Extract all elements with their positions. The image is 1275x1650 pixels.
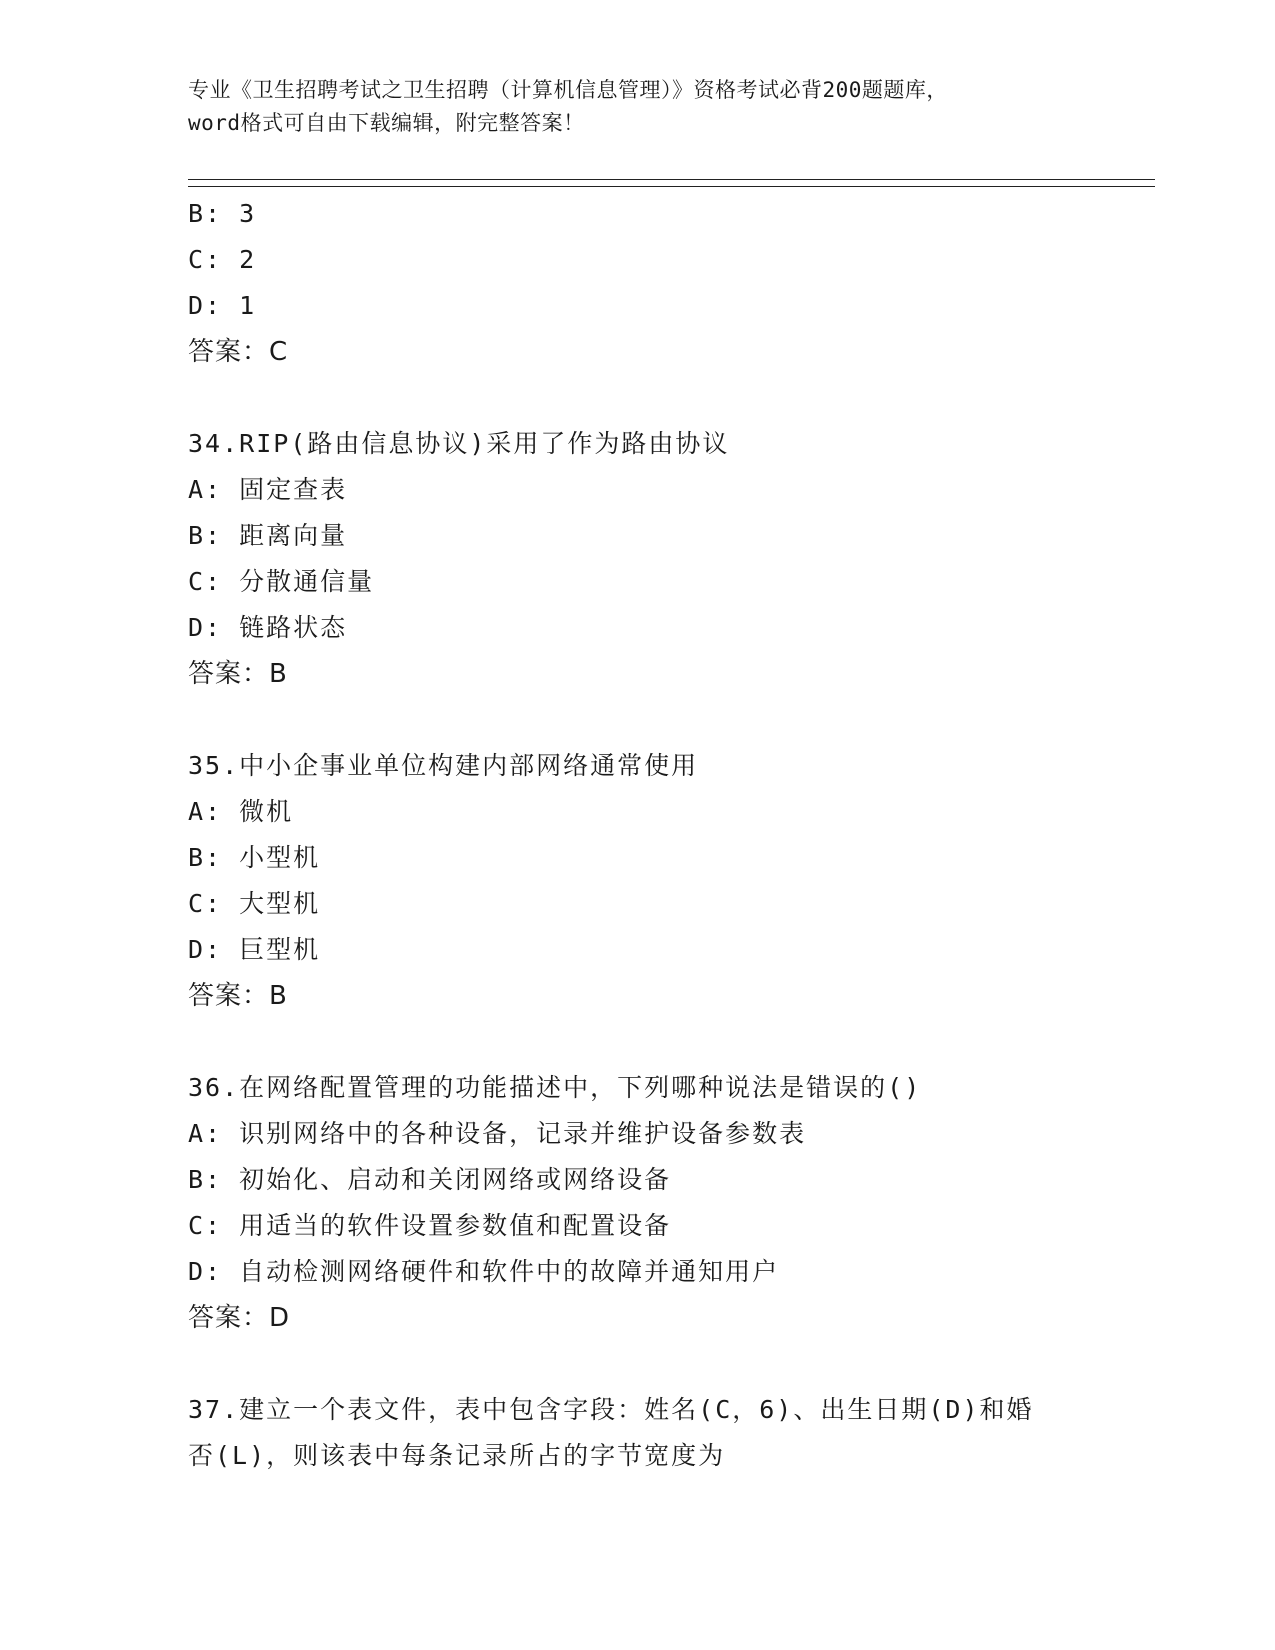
spacer [188,697,1155,743]
question-text: 35.中小企事业单位构建内部网络通常使用 [188,751,699,780]
header-line-2: word格式可自由下载编辑，附完整答案！ [188,111,585,135]
option-b: B: 小型机 [188,843,321,872]
question-text-line-1: 37.建立一个表文件，表中包含字段：姓名(C，6)、出生日期(D)和婚 [188,1395,1034,1424]
question-36 [188,1065,1155,1341]
question-33-continued [188,191,1155,375]
answer-line: 答案：B [188,659,288,689]
option-c: C: 大型机 [188,889,321,918]
spacer [188,1341,1155,1387]
question-list [188,191,1155,1479]
option-a: A: 固定查表 [188,475,348,504]
option-b: B: 初始化、启动和关闭网络或网络设备 [188,1165,672,1194]
answer-line: 答案：D [188,1303,291,1333]
option-d: D: 巨型机 [188,935,321,964]
question-text-line-2: 否(L)，则该表中每条记录所占的字节宽度为 [188,1441,726,1470]
spacer [188,1019,1155,1065]
option-b: B: 3 [188,199,257,228]
answer-line: 答案：C [188,337,289,367]
question-text: 36.在网络配置管理的功能描述中，下列哪种说法是错误的() [188,1073,922,1102]
option-d: D: 1 [188,291,257,320]
question-37 [188,1387,1155,1479]
option-b: B: 距离向量 [188,521,348,550]
header-line-1: 专业《卫生招聘考试之卫生招聘（计算机信息管理）》资格考试必背200题题库， [188,78,948,102]
option-a: A: 识别网络中的各种设备，记录并维护设备参数表 [188,1119,807,1148]
question-35 [188,743,1155,1019]
question-text: 34.RIP(路由信息协议)采用了作为路由协议 [188,429,730,458]
option-c: C: 2 [188,245,257,274]
option-c: C: 用适当的软件设置参数值和配置设备 [188,1211,672,1240]
document-header [188,74,1088,140]
question-34 [188,421,1155,697]
answer-line: 答案：B [188,981,288,1011]
spacer [188,375,1155,421]
option-c: C: 分散通信量 [188,567,375,596]
option-d: D: 自动检测网络硬件和软件中的故障并通知用户 [188,1257,780,1286]
option-d: D: 链路状态 [188,613,348,642]
option-a: A: 微机 [188,797,294,826]
header-divider [188,179,1155,187]
